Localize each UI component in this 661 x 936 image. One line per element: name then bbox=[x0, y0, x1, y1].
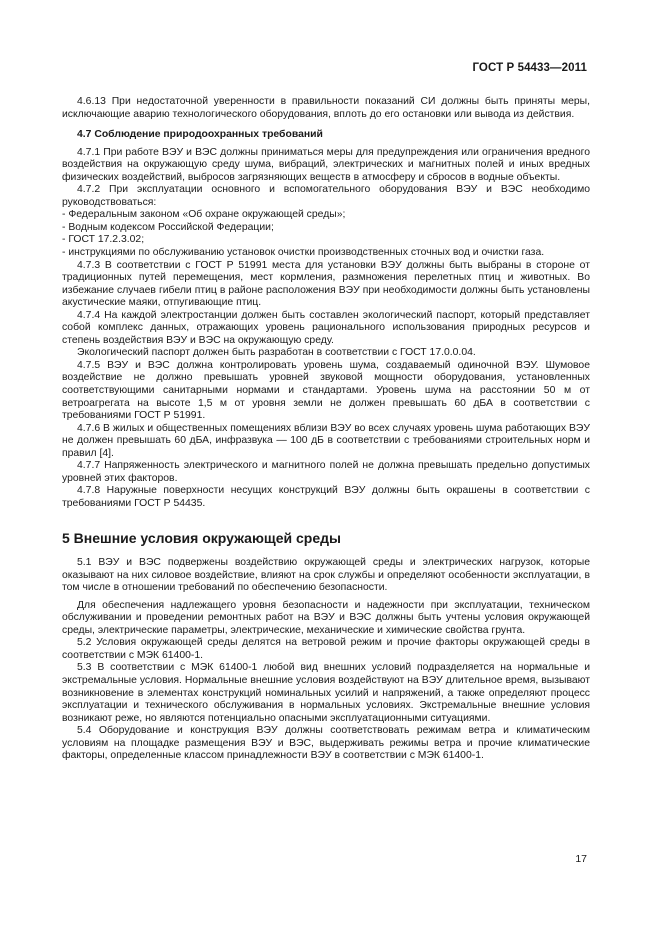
paragraph-4-7-2: 4.7.2 При эксплуатации основного и вспомогательного оборудования ВЭУ и ВЭС необходимо руководствоваться: bbox=[62, 184, 590, 208]
document-id-header: ГОСТ Р 54433—2011 bbox=[472, 62, 587, 74]
paragraph-4-7-1: 4.7.1 При работе ВЭУ и ВЭС должны приниматься меры для предупреждения или ограничения вредного воздействия на окружающую среду шума, вибраций, электрических и магнитных полей и иных вредных физических воздействий, выбросов загрязняющих веществ в атмосферу и сбросов в водные объекты. bbox=[62, 146, 590, 183]
paragraph-4-7-4: 4.7.4 На каждой электростанции должен быть составлен экологический паспорт, который представляет собой комплекс данных, отражающих уровень рационального использования природных ресурсов и степень воздействия ВЭУ и ВЭС на окружающую среду. bbox=[62, 309, 590, 346]
paragraph-4-7-7: 4.7.7 Напряженность электрического и магнитного полей не должна превышать предельно допустимых уровней этих факторов. bbox=[62, 460, 590, 484]
paragraph-5-4: 5.4 Оборудование и конструкция ВЭУ должны соответствовать режимам ветра и климатическим условиям на площадке размещения ВЭУ и ВЭС, выдерживать режимы ветра и прочие климатические факторы, определенные классом принадлежности ВЭУ в соответствии с МЭК 61400-1. bbox=[62, 725, 590, 762]
list-item: - Водным кодексом Российской Федерации; bbox=[62, 221, 274, 233]
paragraph-4-7-6: 4.7.6 В жилых и общественных помещениях вблизи ВЭУ во всех случаях уровень шума работающих ВЭУ не должен превышать 60 дБА, инфразвука — 100 дБ в соответствии с требованиями строительных норм и правил [4]. bbox=[62, 422, 590, 459]
paragraph-4-6-13: 4.6.13 При недостаточной уверенности в правильности показаний СИ должны быть приняты меры, исключающие аварию технологического оборудования, вплоть до его остановки или вывода из действия. bbox=[62, 96, 590, 120]
paragraph-5-1: 5.1 ВЭУ и ВЭС подвержены воздействию окружающей среды и электрических нагрузок, которые оказывают на них силовое воздействие, влияют на срок службы и определяют особенности эксплуатации, в том числе в отношении требований по обеспечению безопасности. bbox=[62, 557, 590, 594]
list-item: - Федеральным законом «Об охране окружающей среды»; bbox=[62, 209, 346, 221]
paragraph-5-2: 5.2 Условия окружающей среды делятся на ветровой режим и прочие факторы окружающей среды в соответствии с МЭК 61400-1. bbox=[62, 637, 590, 661]
section-5-heading: 5 Внешние условия окружающей среды bbox=[62, 529, 341, 546]
list-item: - ГОСТ 17.2.3.02; bbox=[62, 234, 145, 246]
paragraph-4-7-8: 4.7.8 Наружные поверхности несущих конструкций ВЭУ должны быть окрашены в соответствии с требованиями ГОСТ Р 54435. bbox=[62, 485, 590, 509]
paragraph-4-7-5: 4.7.5 ВЭУ и ВЭС должна контролировать уровень шума, создаваемый одиночной ВЭУ. Шумовое воздействие не должно превышать уровней звуковой мощности оборудования, установленных соответствующими санитарными нормами и стандартами. Уровень шума на расстоянии 50 м от ветроагрегата на высоте 1,5 м от уровня земли не должен превышать 60 дБА в соответствии с требованиями ГОСТ Р 51991. bbox=[62, 359, 590, 422]
paragraph-4-7-4-passport: Экологический паспорт должен быть разработан в соответствии с ГОСТ 17.0.0.04. bbox=[77, 347, 476, 359]
page-body bbox=[62, 96, 590, 763]
list-item: - инструкциями по обслуживанию установок очистки производственных сточных вод и очистки газа. bbox=[62, 247, 545, 259]
section-4-7-heading: 4.7 Соблюдение природоохранных требований bbox=[77, 129, 323, 141]
paragraph-5-1-safety: Для обеспечения надлежащего уровня безопасности и надежности при эксплуатации, техническом обслуживании и проведении ремонтных работ на ВЭУ и ВЭС должны быть учтены условия окружающей среды, электрические параметры, электрические, механические и химические свойства грунта. bbox=[62, 599, 590, 636]
paragraph-5-3: 5.3 В соответствии с МЭК 61400-1 любой вид внешних условий подразделяется на нормальные и экстремальные условия. Нормальные внешние условия воздействуют на ВЭУ длительное время, вызывают возникновение в элементах конструкций номинальных усилий и напряжений, а также определяют процесс эксплуатации и технического обслуживания в нормальных условиях. Экстремальные внешние условия возникают реже, но являются потенциально опасными эксплуатационными ситуациями. bbox=[62, 662, 590, 724]
page-number: 17 bbox=[575, 853, 587, 865]
paragraph-4-7-3: 4.7.3 В соответствии с ГОСТ Р 51991 места для установки ВЭУ должны быть выбраны в стороне от традиционных путей перемещения, мест кормления, размножения перелетных птиц и животных. Во избежание случаев гибели птиц в районе расположения ВЭУ при необходимости должны быть установлены акустические маяки, отпугивающие птиц. bbox=[62, 259, 590, 309]
